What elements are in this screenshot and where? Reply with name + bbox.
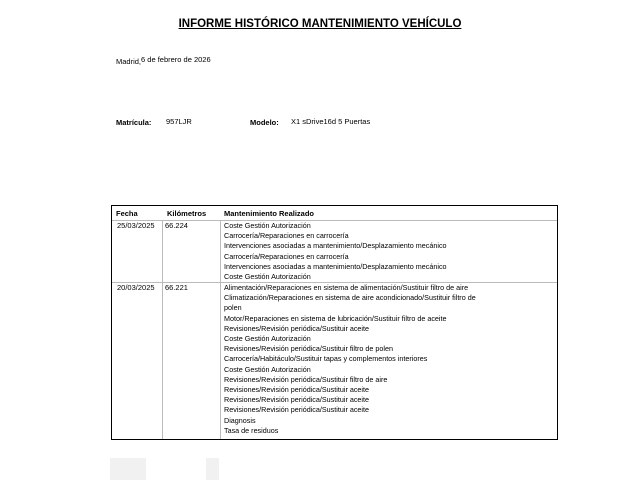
list-item: Carrocería/Habitáculo/Sustituir tapas y complementos interiores: [224, 354, 428, 364]
list-item: Carrocería/Reparaciones en carrocería: [224, 251, 349, 261]
list-item: Carrocería/Reparaciones en carrocería: [224, 231, 349, 241]
plate-label: Matrícula:: [116, 118, 152, 127]
list-item: Motor/Reparaciones en sistema de lubricación/Sustituir filtro de aceite: [224, 313, 447, 323]
faint-block: [206, 458, 219, 480]
column-divider-km: [220, 220, 221, 439]
list-item: Diagnosis: [224, 415, 256, 425]
model-value: X1 sDrive16d 5 Puertas: [291, 117, 371, 126]
list-item: Coste Gestión Autorización: [224, 334, 311, 344]
column-divider-date: [162, 220, 163, 439]
list-item: Revisiones/Revisión periódica/Sustituir aceite: [224, 405, 370, 415]
header-km: Kilómetros: [167, 209, 207, 218]
list-item: Alimentación/Reparaciones en sistema de alimentación/Sustituir filtro de aire: [224, 283, 469, 292]
report-title: INFORME HISTÓRICO MANTENIMIENTO VEHÍCULO: [178, 18, 462, 30]
list-item: Tasa de residuos: [224, 425, 279, 435]
list-item: Revisiones/Revisión periódica/Sustituir aceite: [224, 395, 370, 405]
list-item: Revisiones/Revisión periódica/Sustituir aceite: [224, 385, 370, 395]
city: Madrid,: [116, 57, 142, 66]
plate-value: 957LJR: [166, 117, 192, 126]
entry-items: [224, 283, 524, 436]
entry-date: 25/03/2025: [117, 221, 155, 230]
list-item: Intervenciones asociadas a mantenimiento/Desplazamiento mecánico: [224, 261, 447, 271]
list-item: Coste Gestión Autorización: [224, 364, 311, 374]
list-item: Intervenciones asociadas a mantenimiento/Desplazamiento mecánico: [224, 241, 447, 251]
list-item: Coste Gestión Autorización: [224, 272, 311, 282]
entry-items: [224, 221, 524, 282]
header-work: Mantenimiento Realizado: [224, 209, 315, 218]
entry-date: 20/03/2025: [117, 283, 155, 292]
maintenance-table: [111, 205, 558, 440]
list-item: polen: [224, 303, 242, 313]
entry-km: 66.224: [165, 221, 188, 230]
list-item: Revisiones/Revisión periódica/Sustituir aceite: [224, 323, 370, 333]
list-item: Revisiones/Revisión periódica/Sustituir filtro de aire: [224, 374, 388, 384]
place-date: [116, 55, 211, 64]
list-item: Revisiones/Revisión periódica/Sustituir filtro de polen: [224, 344, 393, 354]
list-item: Climatización/Reparaciones en sistema de aire acondicionado/Sustituir filtro de: [224, 293, 476, 303]
entry-km: 66.221: [165, 283, 188, 292]
header-date: Fecha: [116, 209, 138, 218]
list-item: Coste Gestión Autorización: [224, 221, 311, 230]
report-date: 6 de febrero de 2026: [141, 55, 211, 64]
model-label: Modelo:: [250, 118, 279, 127]
faint-block: [110, 458, 146, 480]
